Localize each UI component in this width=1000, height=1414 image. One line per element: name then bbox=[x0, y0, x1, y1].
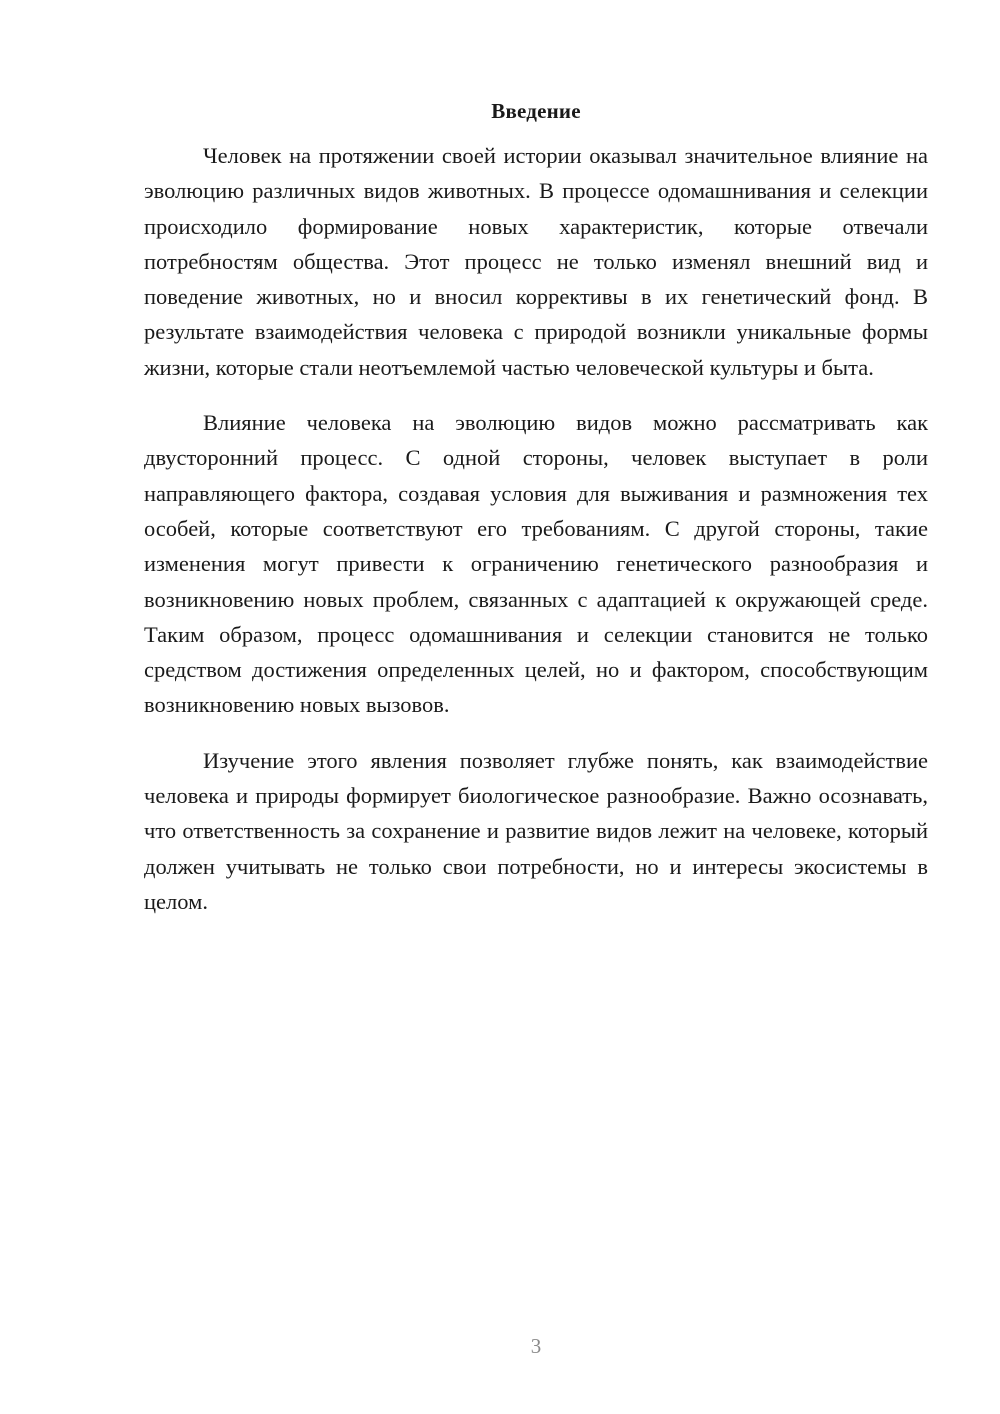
paragraph-1: Человек на протяжении своей истории оказывал значительное влияние на эволюцию различных видов животных. В процессе одомашнивания и селекции происходило формирование новых характеристик, которые отвечали потребностям общества. Этот процесс не только изменял внешний вид и поведение животных, но и вносил коррективы в их генетический фонд. В результате взаимодействия человека с природой возникли уникальные формы жизни, которые стали неотъемлемой частью человеческой культуры и быта. bbox=[144, 143, 928, 380]
page-title: Введение bbox=[491, 99, 581, 123]
paragraph-2: Влияние человека на эволюцию видов можно рассматривать как двусторонний процесс. С одной стороны, человек выступает в роли направляющего фактора, создавая условия для выживания и размножения тех особей, которые соответствуют его требованиям. С другой стороны, такие изменения могут привести к ограничению генетического разнообразия и возникновению новых проблем, связанных с адаптацией к окружающей среде. Таким образом, процесс одомашнивания и селекции становится не только средством достижения определенных целей, но и фактором, способствующим возникновению новых вызовов. bbox=[144, 410, 928, 718]
page-content bbox=[144, 96, 928, 939]
paragraph-3: Изучение этого явления позволяет глубже понять, как взаимодействие человека и природы формирует биологическое разнообразие. Важно осознавать, что ответственность за сохранение и развитие видов лежит на человеке, который должен учитывать не только свои потребности, но и интересы экосистемы в целом. bbox=[144, 747, 928, 914]
page-number: 3 bbox=[530, 1334, 542, 1358]
